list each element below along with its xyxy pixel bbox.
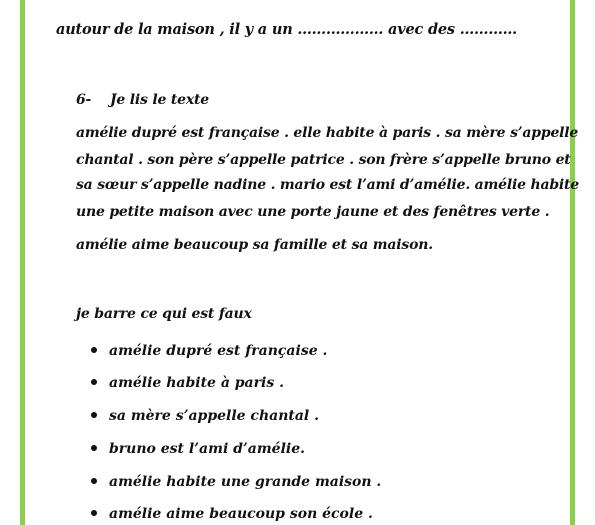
text-line: une petite maison avec une porte jaune et des fenêtres verte .	[76, 204, 550, 220]
bullet-icon	[91, 412, 97, 418]
fill-in-sentence: autour de la maison , il y a un ……………… avec des …………	[56, 21, 517, 38]
statement-item[interactable]	[91, 440, 305, 458]
bullet-icon	[91, 347, 97, 353]
text-line: amélie aime beaucoup sa famille et sa maison.	[76, 237, 433, 253]
statement-text: amélie aime beaucoup son école .	[109, 506, 373, 522]
statement-text: amélie habite à paris .	[109, 375, 284, 391]
statement-item[interactable]	[91, 473, 381, 491]
statement-text: sa mère s’appelle chantal .	[109, 408, 319, 424]
exercise-instruction: je barre ce qui est faux	[76, 306, 252, 322]
section-title: Je lis le texte	[110, 92, 209, 108]
statement-text: bruno est l’ami d’amélie.	[109, 441, 306, 457]
bullet-icon	[91, 379, 97, 385]
statement-item[interactable]	[91, 374, 284, 392]
page-border-left	[20, 0, 25, 525]
statement-item[interactable]	[91, 407, 319, 425]
bullet-icon	[91, 445, 97, 451]
statement-text: amélie dupré est française .	[109, 343, 328, 359]
section-number: 6-	[76, 92, 92, 108]
statement-text: amélie habite une grande maison .	[109, 474, 382, 490]
bullet-icon	[91, 478, 97, 484]
bullet-icon	[91, 510, 97, 516]
text-line: chantal . son père s’appelle patrice . son frère s’appelle bruno et	[76, 152, 571, 168]
statement-item[interactable]	[91, 505, 373, 523]
statement-item[interactable]	[91, 342, 327, 360]
section-heading	[76, 91, 209, 109]
page-border-right	[570, 0, 575, 525]
text-line: sa sœur s’appelle nadine . mario est l’ami d’amélie. amélie habite	[76, 177, 580, 193]
text-line: amélie dupré est française . elle habite à paris . sa mère s’appelle	[76, 125, 579, 141]
